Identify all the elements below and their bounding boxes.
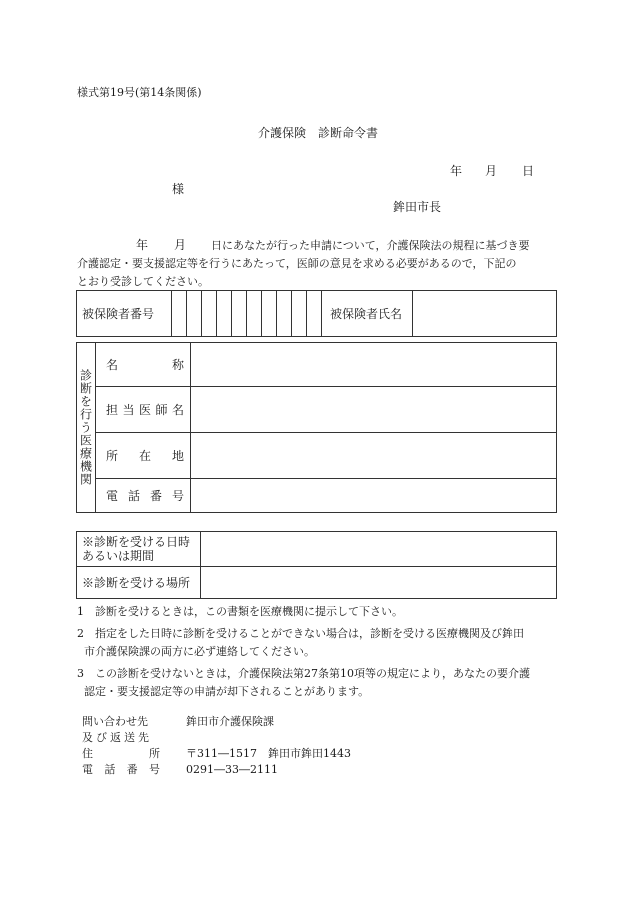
- contact-block: [82, 713, 351, 777]
- doctor-name-label: 担 当 医 師 名: [96, 387, 191, 433]
- form-number: 様式第19号(第14条関係): [77, 86, 202, 99]
- body-line-3: とおり受診してください。: [77, 275, 209, 288]
- insured-number-digit[interactable]: [202, 291, 217, 337]
- institution-phone-field[interactable]: [191, 479, 557, 513]
- document-title: 介護保険 診断命令書: [258, 126, 379, 140]
- return-label: 及び返送先: [82, 731, 152, 744]
- insured-number-digit[interactable]: [277, 291, 292, 337]
- body-line-2: 介護認定・要支援認定等を行うにあたって，医師の意見を求める必要があるので，下記の: [77, 257, 517, 270]
- insured-number-digit[interactable]: [292, 291, 307, 337]
- diagnosis-datetime-label: ※診断を受ける日時 あるいは期間: [77, 532, 201, 567]
- contact-office: 鉾田市介護保険課: [186, 715, 274, 728]
- insured-number-digit[interactable]: [187, 291, 202, 337]
- institution-name-label: 名 称: [96, 343, 191, 387]
- date-month: 月: [485, 164, 498, 178]
- note-continuation: 認定・要支援認定等の申請が却下されることがあります。: [84, 685, 370, 698]
- contact-label: 問い合わせ先: [82, 715, 148, 728]
- contact-address: 〒311―1517 鉾田市鉾田1443: [186, 747, 351, 760]
- institution-address-label: 所 在 地: [96, 433, 191, 479]
- diagnosis-datetime-field[interactable]: [201, 532, 557, 567]
- body-line-1: 日にあなたが行った申請について，介護保険法の規程に基づき要: [211, 239, 530, 252]
- notes-list: [77, 603, 530, 701]
- institution-phone-label: 電 話 番 号: [96, 479, 191, 513]
- insured-number-digit[interactable]: [232, 291, 247, 337]
- body-year: 年: [136, 238, 149, 252]
- insured-name-field[interactable]: [413, 291, 557, 337]
- addressee-suffix: 様: [172, 182, 185, 196]
- diagnosis-place-label: ※診断を受ける場所: [77, 567, 201, 599]
- insured-table: [76, 290, 557, 337]
- issuer: 鉾田市長: [393, 200, 442, 214]
- insured-number-label: 被保険者番号: [77, 291, 172, 337]
- body-month: 月: [174, 238, 187, 252]
- diagnosis-place-field[interactable]: [201, 567, 557, 599]
- note-item: 1 診断を受けるときは，この書類を医療機関に提示して下さい。: [77, 605, 403, 618]
- date-year: 年: [450, 164, 463, 178]
- insured-number-digit[interactable]: [247, 291, 262, 337]
- contact-phone-label: 電 話 番 号: [82, 763, 160, 776]
- doctor-name-field[interactable]: [191, 387, 557, 433]
- contact-phone: 0291―33―2111: [186, 762, 278, 776]
- note-item: 3 この診断を受けないときは，介護保険法第27条第10項等の規定により，あなたの要介護: [77, 667, 530, 680]
- note-continuation: 市介護保険課の両方に必ず連絡してください。: [84, 645, 315, 658]
- contact-address-label: 住 所: [82, 747, 160, 760]
- schedule-table: [76, 531, 557, 599]
- insured-number-digit[interactable]: [307, 291, 322, 337]
- insured-number-digit[interactable]: [217, 291, 232, 337]
- insured-number-digit[interactable]: [172, 291, 187, 337]
- insured-number-digit[interactable]: [262, 291, 277, 337]
- institution-table: [76, 342, 557, 513]
- note-item: 2 指定をした日時に診断を受けることができない場合は，診断を受ける医療機関及び鉾田: [77, 627, 524, 640]
- insured-name-label: 被保険者氏名: [322, 291, 413, 337]
- institution-name-field[interactable]: [191, 343, 557, 387]
- date-day: 日: [522, 164, 535, 178]
- institution-address-field[interactable]: [191, 433, 557, 479]
- institution-group-label: 診断を行う医療機関: [77, 343, 96, 513]
